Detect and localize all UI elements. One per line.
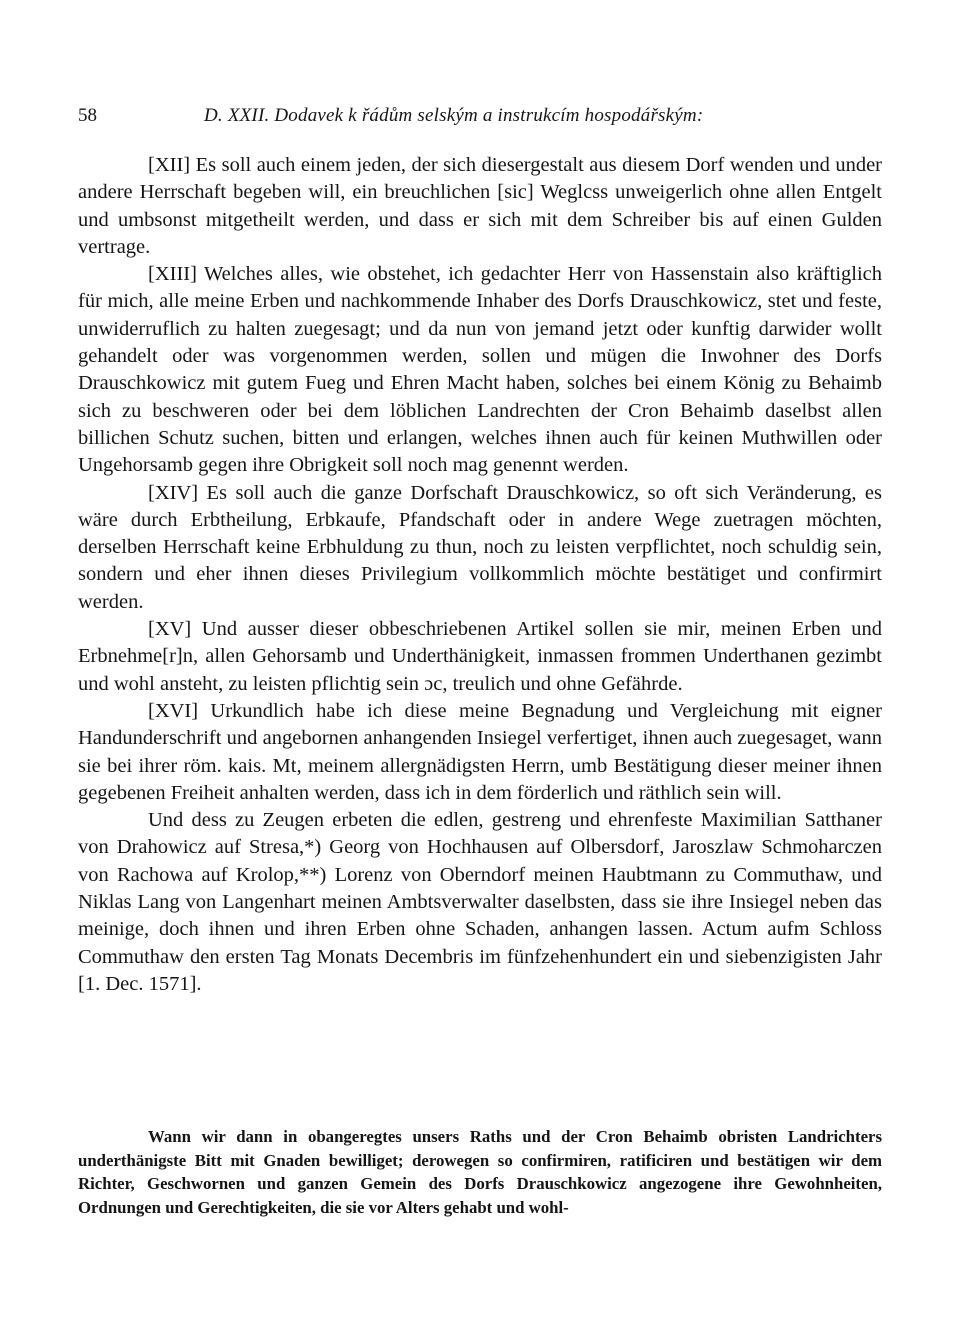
paragraph-witnesses: Und dess zu Zeugen erbeten die edlen, gestreng und ehrenfeste Maximilian Satthaner von Drahowicz auf Stresa,*) Georg von Hochhausen auf Olbersdorf, Jaroszlaw Schmoharczen von Rachowa auf Krolop,**) Lorenz von Oberndorf meinen Haubtmann zu Commuthaw, und Niklas Lang von Langenhart meinen Ambtsverwalter daselbsten, dass sie ihre Insiegel neben das meinige, doch ihnen und ihren Erben ohne Schaden, anhangen lassen. Actum aufm Schloss Commuthaw den ersten Tag Monats Decembris im fünfzehenhundert ein und siebenzigisten Jahr [1. Dec. 1571]. <box>78 809 882 995</box>
paragraph-xiii: [XIII] Welches alles, wie obstehet, ich gedachter Herr von Hassenstain also kräftiglich für mich, alle meine Erben und nachkommende Inhaber des Dorfs Drauschkowicz, stet und feste, unwiderruflich zu halten zuegesagt; und da nun von jemand jetzt oder kunftig darwider wollt gehandelt oder was vorgenommen werden, sollen und mügen die Inwohner des Dorfs Drauschkowicz mit gutem Fueg und Ehren Macht haben, solches bei einem König zu Behaimb sich zu beschweren oder bei dem löblichen Landrechten der Cron Behaimb daselbst allen billichen Schutz suchen, bitten und erlangen, welches ihnen auch für keinen Muthwillen oder Ungehorsamb gegen ihre Obrigkeit soll noch mag genennt werden. <box>78 263 882 477</box>
paragraph-xv: [XV] Und ausser dieser obbeschriebenen Artikel sollen sie mir, meinen Erben und Erbnehme[r]n, allen Gehorsamb und Underthänigkeit, inmassen frommen Underthanen gezimbt und wohl ansteht, zu leisten pflichtig sein ɔc, treulich und ohne Gefährde. <box>78 618 882 695</box>
page-number: 58 <box>78 105 97 126</box>
body-text <box>78 152 882 998</box>
page-header <box>78 101 882 131</box>
paragraph-xiv: [XIV] Es soll auch die ganze Dorfschaft Drauschkowicz, so oft sich Veränderung, es wäre durch Erbtheilung, Erbkaufe, Pfandschaft oder in andere Wege zuetragen möchten, derselben Herrschaft keine Erbhuldung zu thun, noch zu leisten verpflichtet, noch schuldig sein, sondern und eher ihnen dieses Privilegium vollkommlich möchte bestätiget und confirmirt werden. <box>78 481 882 613</box>
closing-paragraph: Wann wir dann in obangeregtes unsers Raths und der Cron Behaimb obristen Landrichters underthänigste Bitt mit Gnaden bewilliget; derowegen so confirmiren, ratificiren und bestätigen wir dem Richter, Geschwornen und ganzen Gemein des Dorfs Drauschkowicz angezogene ihre Gewohnheiten, Ordnungen und Gerechtigkeiten, die sie vor Alters gehabt und wohl- <box>78 1127 882 1217</box>
running-head: D. XXII. Dodavek k řádům selským a instrukcím hospodářským: <box>204 105 704 126</box>
closing-text <box>78 1125 882 1219</box>
paragraph-xvi: [XVI] Urkundlich habe ich diese meine Begnadung und Vergleichung mit eigner Handunderschrift und angebornen anhangenden Insiegel verfertiget, ihnen auch zuegesaget, wann sie bei ihrer röm. kais. Mt, meinem allergnädigsten Herrn, umb Bestätigung dieser meiner ihnen gegebenen Freiheit anhalten werden, dass ich in dem förderlich und räthlich sein will. <box>78 699 882 804</box>
paragraph-xii: [XII] Es soll auch einem jeden, der sich diesergestalt aus diesem Dorf wenden und under andere Herrschaft begeben will, ein breuchlichen [sic] Weglcss unweigerlich ohne allen Entgelt und umbsonst mitgetheilt werden, und dass er sich mit dem Schreiber bis auf einen Gulden vertrage. <box>78 154 882 258</box>
